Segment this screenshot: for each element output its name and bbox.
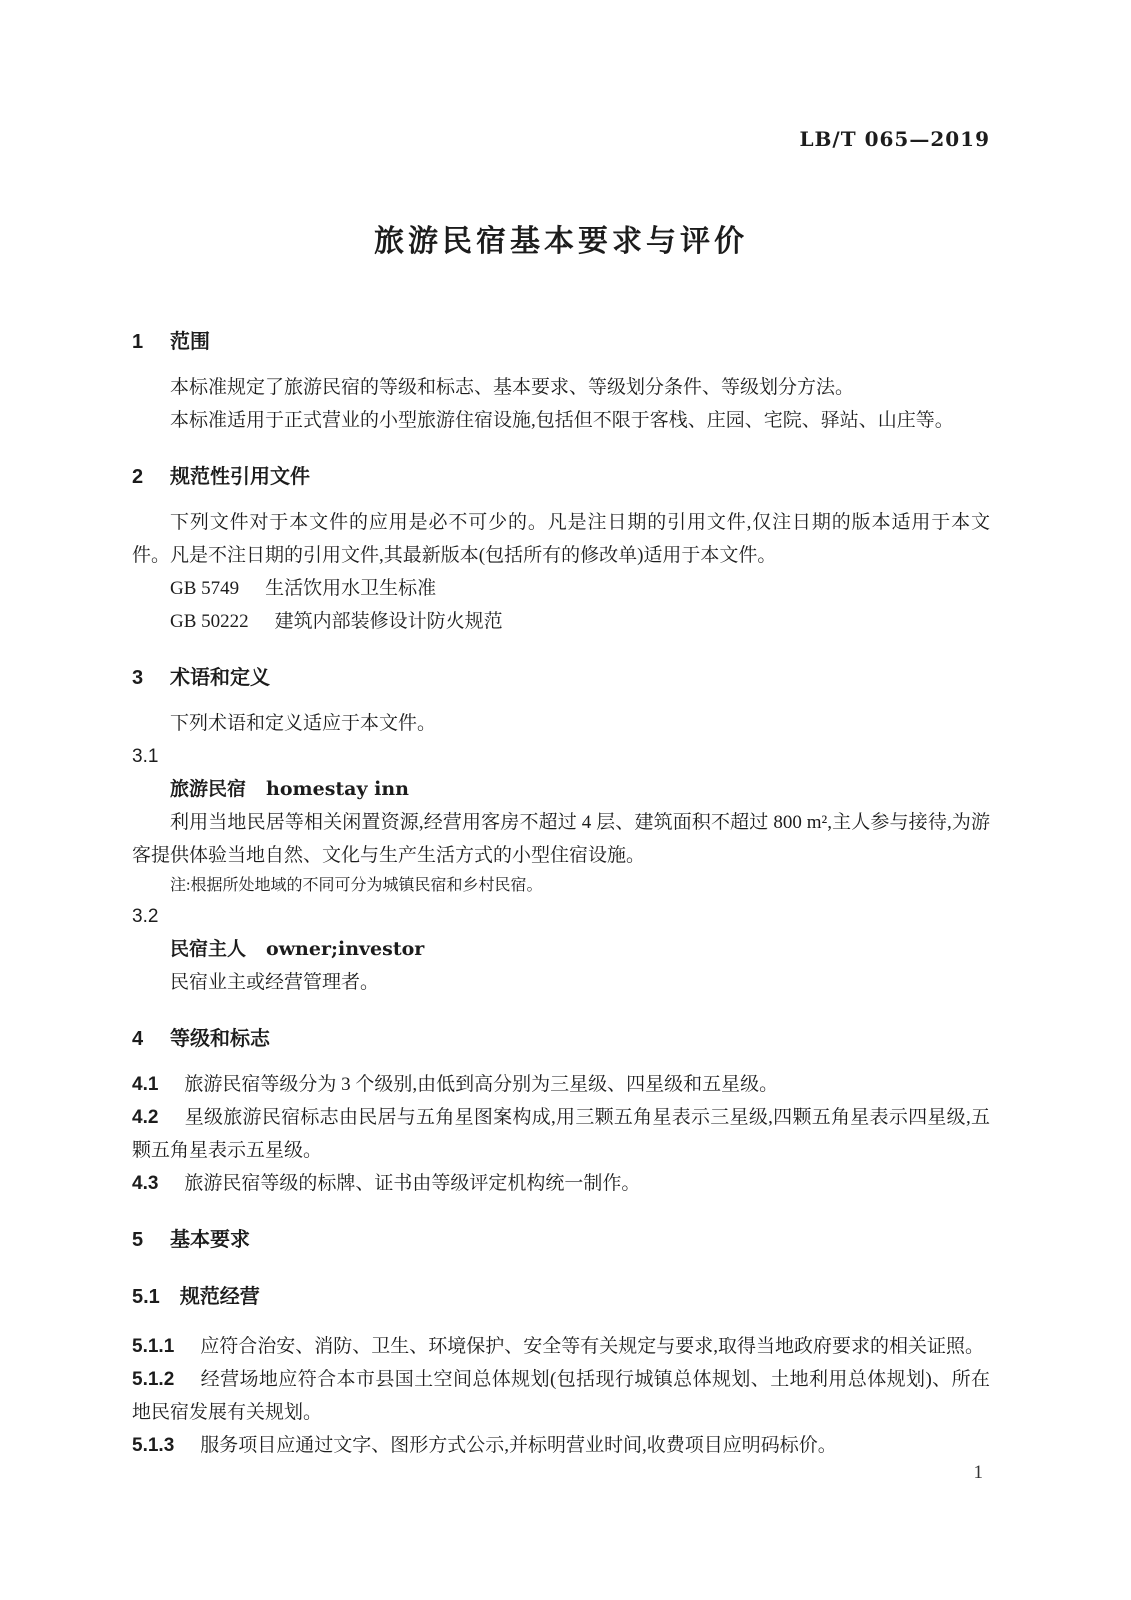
section-title: 基本要求	[170, 1229, 250, 1251]
clause	[132, 1330, 990, 1363]
section-number: 5.1	[132, 1286, 160, 1308]
term-name-en: homestay inn	[266, 778, 409, 800]
clause	[132, 1068, 990, 1101]
clause	[132, 1363, 990, 1429]
term-name: 旅游民宿	[170, 779, 247, 800]
section-title: 范围	[170, 331, 210, 353]
term-line	[132, 773, 990, 806]
section-heading-3	[132, 662, 990, 695]
term-name: 民宿主人	[170, 939, 247, 960]
clause-number: 4.2	[132, 1107, 159, 1128]
term-line	[132, 933, 990, 966]
clause-number: 4.1	[132, 1074, 159, 1095]
clause	[132, 1101, 990, 1167]
section-heading-4	[132, 1023, 990, 1056]
section-number: 5	[132, 1229, 144, 1251]
term-number: 3.1	[132, 746, 159, 767]
clause-number: 4.3	[132, 1173, 159, 1194]
section-number: 2	[132, 466, 144, 488]
term-number: 3.2	[132, 906, 159, 927]
clause-text: 应符合治安、消防、卫生、环境保护、安全等有关规定与要求,取得当地政府要求的相关证照。	[200, 1336, 985, 1357]
clause-number: 5.1.2	[132, 1369, 175, 1390]
clause	[132, 1429, 990, 1462]
reference-code: GB 5749	[170, 578, 240, 599]
paragraph: 本标准适用于正式营业的小型旅游住宿设施,包括但不限于客栈、庄园、宅院、驿站、山庄等。	[170, 410, 954, 431]
clause-number: 5.1.1	[132, 1336, 175, 1357]
term-definition: 利用当地民居等相关闲置资源,经营用客房不超过 4 层、建筑面积不超过 800 m²,主人参与接待,为游客提供体验当地自然、文化与生产生活方式的小型住宿设施。	[132, 812, 990, 866]
clause-text: 服务项目应通过文字、图形方式公示,并标明营业时间,收费项目应明码标价。	[200, 1435, 837, 1456]
section-heading-2	[132, 461, 990, 494]
term-definition: 民宿业主或经营管理者。	[170, 972, 380, 993]
section-title: 规范性引用文件	[170, 466, 310, 488]
reference-name: 建筑内部装修设计防火规范	[274, 611, 503, 632]
clause-text: 旅游民宿等级的标牌、证书由等级评定机构统一制作。	[184, 1173, 641, 1194]
section-number: 1	[132, 331, 144, 353]
paragraph: 下列文件对于本文件的应用是必不可少的。凡是注日期的引用文件,仅注日期的版本适用于本文件。凡是不注日期的引用文件,其最新版本(包括所有的修改单)适用于本文件。	[132, 512, 990, 566]
term-name-en: owner;investor	[266, 938, 425, 960]
paragraph: 下列术语和定义适应于本文件。	[170, 713, 437, 734]
page-title: 旅游民宿基本要求与评价	[374, 225, 748, 258]
section-heading-5	[132, 1224, 990, 1257]
page-number: 1	[973, 1462, 983, 1483]
section-number: 4	[132, 1028, 144, 1050]
clause-text: 星级旅游民宿标志由民居与五角星图案构成,用三颗五角星表示三星级,四颗五角星表示四星级,五颗五角星表示五星级。	[132, 1107, 990, 1161]
term-note: 注:根据所处地域的不同可分为城镇民宿和乡村民宿。	[170, 877, 543, 894]
clause	[132, 1167, 990, 1200]
clause-number: 5.1.3	[132, 1435, 175, 1456]
section-number: 3	[132, 667, 144, 689]
reference-code: GB 50222	[170, 611, 249, 632]
section-heading-1	[132, 326, 990, 359]
paragraph: 本标准规定了旅游民宿的等级和标志、基本要求、等级划分条件、等级划分方法。	[170, 377, 855, 398]
section-title: 术语和定义	[170, 667, 270, 689]
clause-text: 经营场地应符合本市县国土空间总体规划(包括现行城镇总体规划、土地利用总体规划)、所在地民宿发展有关规划。	[132, 1369, 990, 1423]
section-title: 等级和标志	[170, 1028, 270, 1050]
reference-name: 生活饮用水卫生标准	[265, 578, 437, 599]
reference-item	[132, 572, 990, 605]
section-heading-5-1	[132, 1281, 990, 1314]
reference-item	[132, 605, 990, 638]
doc-code: LB/T 065—2019	[799, 127, 990, 151]
section-title: 规范经营	[179, 1286, 260, 1308]
clause-text: 旅游民宿等级分为 3 个级别,由低到高分别为三星级、四星级和五星级。	[184, 1074, 779, 1095]
